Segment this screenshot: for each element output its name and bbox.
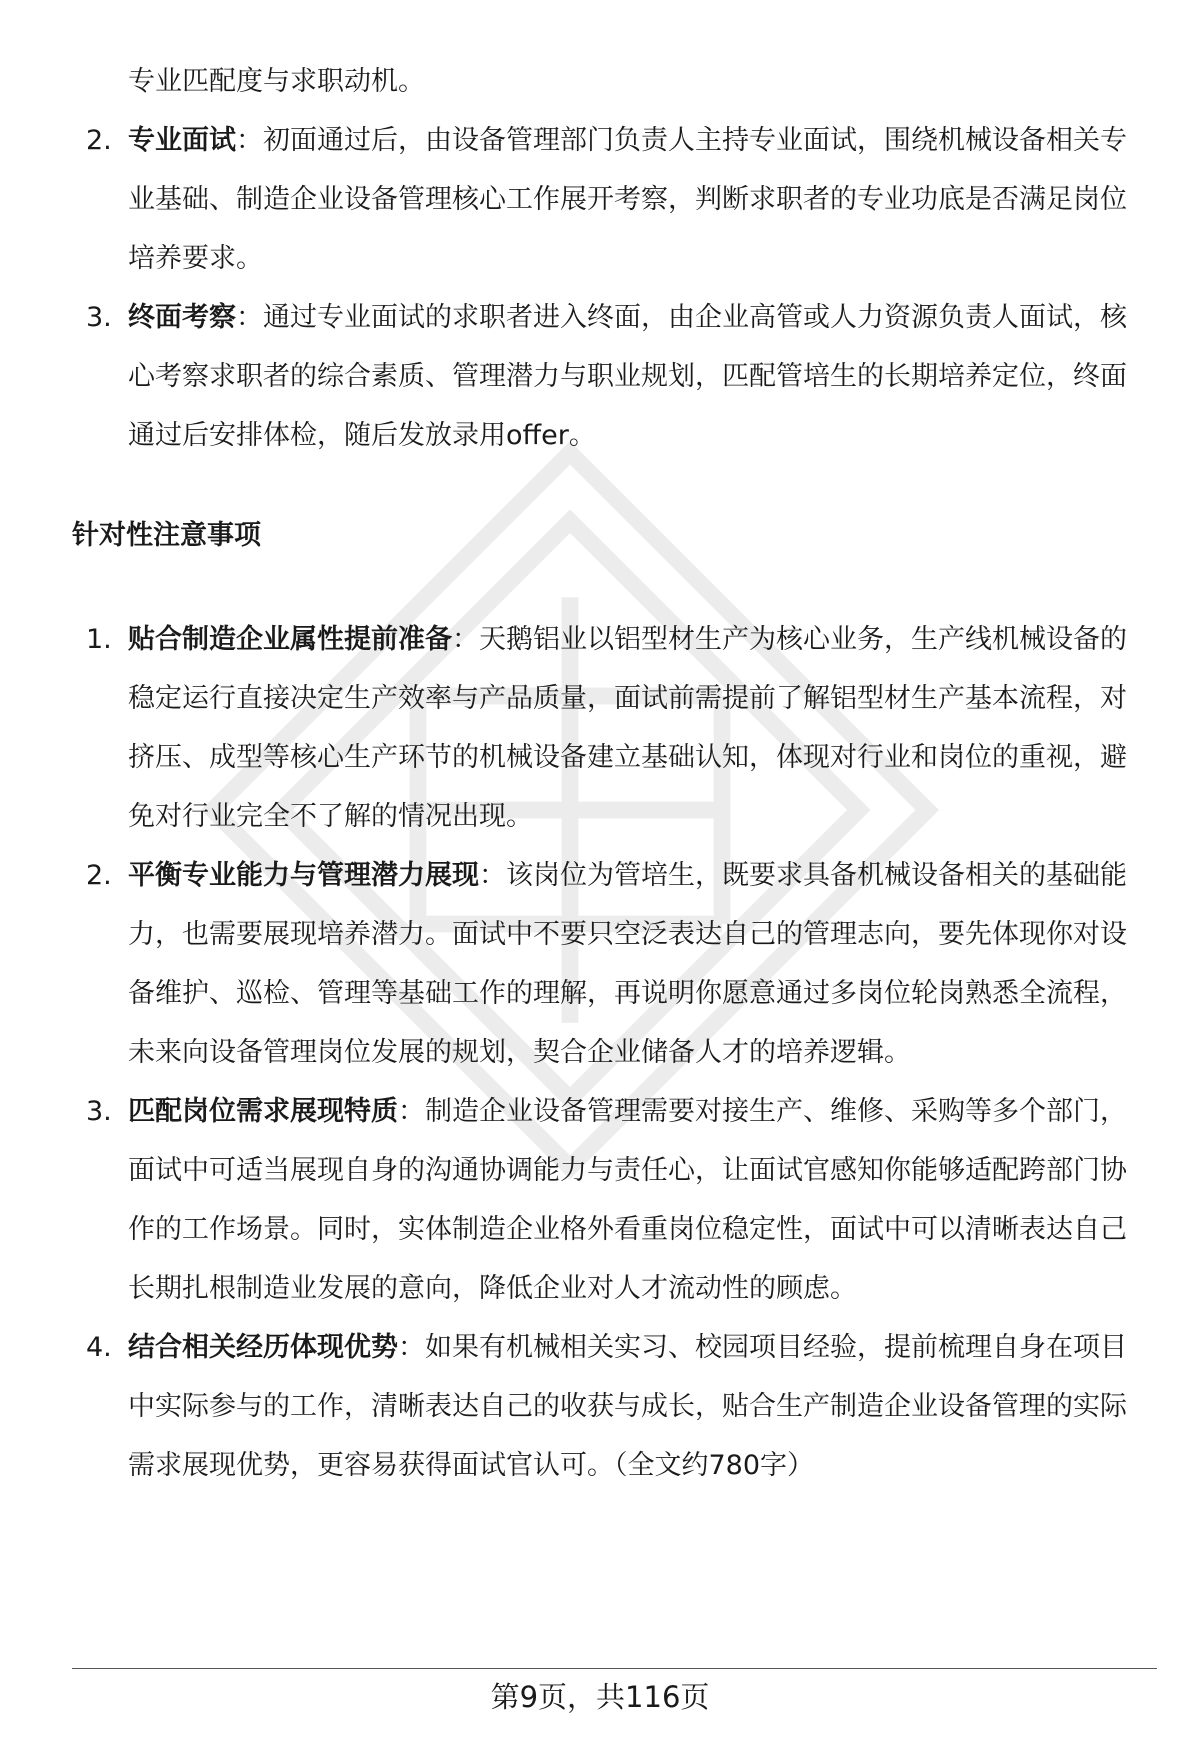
footer-divider (72, 1668, 1157, 1669)
list-text: 初面通过后，由设备管理部门负责人主持专业面试，围绕机械设备相关专业基础、制造企业设备管理核心工作展开考察，判断求职者的专业功底是否满足岗位培养要求。 (128, 125, 1127, 274)
list-number: 2. (86, 125, 112, 156)
page-number: 第9页，共116页 (490, 1680, 710, 1714)
list-separator: ： (479, 860, 506, 891)
list-text: 如果有机械相关实习、校园项目经验，提前梳理自身在项目中实际参与的工作，清晰表达自己的收获与成长，贴合生产制造企业设备管理的实际需求展现优势，更容易获得面试官认可。（全文约780字） (128, 1332, 1127, 1481)
list-item (72, 846, 1142, 1082)
notes-list (72, 610, 1142, 1495)
list-item (72, 1318, 1142, 1495)
list-text: 天鹅铝业以铝型材生产为核心业务，生产线机械设备的稳定运行直接决定生产效率与产品质量，面试前需提前了解铝型材生产基本流程，对挤压、成型等核心生产环节的机械设备建立基础认知，体现对行业和岗位的重视，避免对行业完全不了解的情况出现。 (128, 624, 1127, 832)
section-heading: 针对性注意事项 (72, 520, 261, 551)
list-separator: ： (236, 125, 263, 156)
list-separator: ： (398, 1332, 425, 1363)
list-text: 该岗位为管培生，既要求具备机械设备相关的基础能力，也需要展现培养潜力。面试中不要只空泛表达自己的管理志向，要先体现你对设备维护、巡检、管理等基础工作的理解，再说明你愿意通过多岗位轮岗熟悉全流程，未来向设备管理岗位发展的规划，契合企业储备人才的培养逻辑。 (128, 860, 1127, 1068)
list-text: 通过专业面试的求职者进入终面，由企业高管或人力资源负责人面试，核心考察求职者的综合素质、管理潜力与职业规划，匹配管培生的长期培养定位，终面通过后安排体检，随后发放录用offer。 (128, 302, 1127, 451)
process-list (72, 111, 1142, 465)
list-separator: ： (236, 302, 263, 333)
list-number: 2. (86, 860, 112, 891)
list-number: 3. (86, 1096, 112, 1127)
list-separator: ： (398, 1096, 425, 1127)
list-term: 贴合制造企业属性提前准备 (128, 624, 452, 655)
list-term: 平衡专业能力与管理潜力展现 (128, 860, 479, 891)
list-number: 4. (86, 1332, 112, 1363)
list-term: 终面考察 (128, 302, 236, 333)
document-body (72, 52, 1142, 1495)
list-term: 专业面试 (128, 125, 236, 156)
list-number: 1. (86, 624, 112, 655)
list-item (72, 610, 1142, 846)
list-number: 3. (86, 302, 112, 333)
list-term: 结合相关经历体现优势 (128, 1332, 398, 1363)
list-item (72, 1082, 1142, 1318)
intro-continuation: 专业匹配度与求职动机。 (128, 66, 425, 97)
list-term: 匹配岗位需求展现特质 (128, 1096, 398, 1127)
list-item (72, 111, 1142, 288)
list-item (72, 288, 1142, 465)
list-text: 制造企业设备管理需要对接生产、维修、采购等多个部门，面试中可适当展现自身的沟通协调能力与责任心，让面试官感知你能够适配跨部门协作的工作场景。同时，实体制造企业格外看重岗位稳定性，面试中可以清晰表达自己长期扎根制造业发展的意向，降低企业对人才流动性的顾虑。 (128, 1096, 1127, 1304)
list-separator: ： (452, 624, 479, 655)
